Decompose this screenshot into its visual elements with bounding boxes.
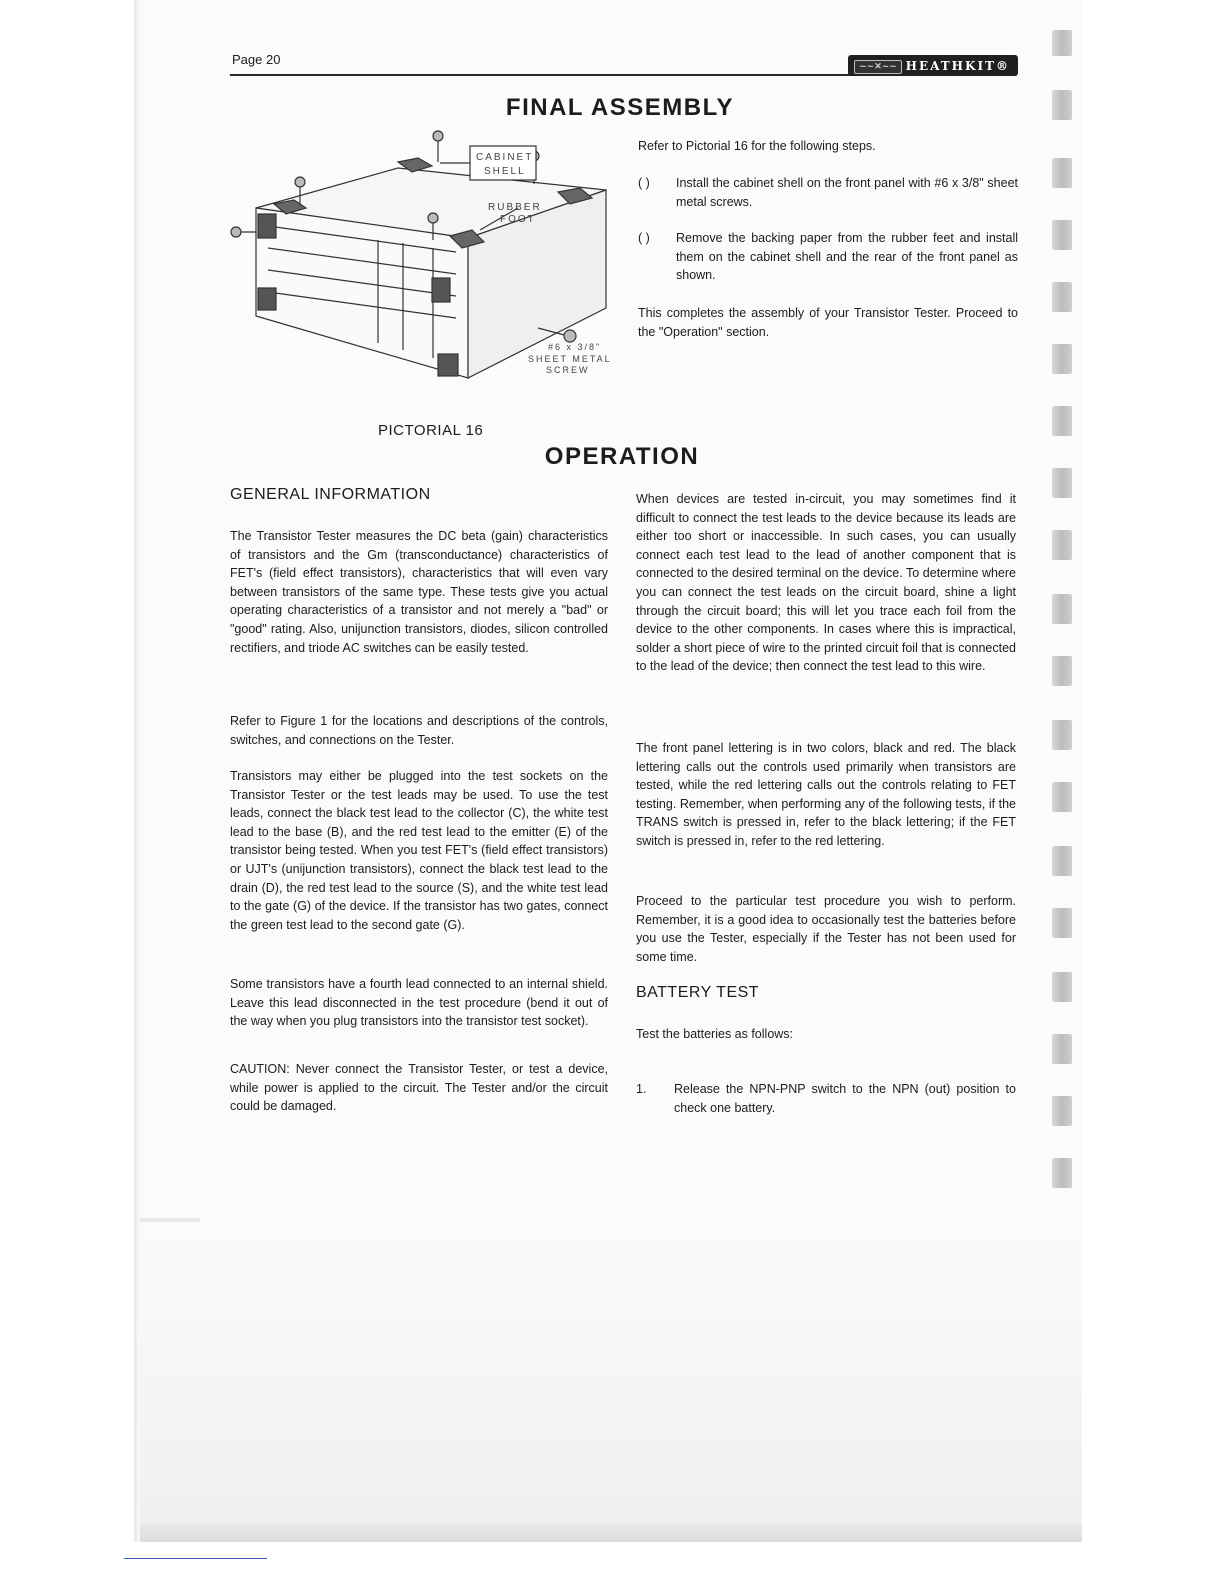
right-paragraph: Proceed to the particular test procedure you wish to perform. Remember, it is a good idea to occasionally test the batteries before you use the Tester, especially if the Tester has not been used for some time. <box>636 894 1016 964</box>
final-assembly-title: FINAL ASSEMBLY <box>505 94 735 121</box>
page-bottom-edge <box>134 1524 1082 1542</box>
binding-tab <box>1052 30 1072 56</box>
binding-tab <box>1052 1034 1072 1064</box>
rubber-foot <box>258 288 276 310</box>
left-paragraph: Refer to Figure 1 for the locations and descriptions of the controls, switches, and connections on the Tester. <box>230 714 608 747</box>
page-fold-mark <box>140 1218 200 1222</box>
brand-logo <box>848 55 1018 76</box>
binding-tab <box>1052 530 1072 560</box>
label-screw: SCREW <box>546 365 590 375</box>
pictorial-caption: PICTORIAL 16 <box>378 422 484 439</box>
binding-tab <box>1052 158 1072 188</box>
left-paragraph: Transistors may either be plugged into the test sockets on the Transistor Tester or the test leads may be used. To use the test leads, connect the black test lead to the collector (C), the white test lead to the base (B), and the red test lead to the emitter (E) of the transistor being tested. When you test FET's (field effect transistors) or UJT's (unijunction transistors), connect the black test lead to the drain (D), the red test lead to the source (S), and the white test lead to the gate (G) of the device. If the transistor has two gates, connect the green test lead to the second gate (G). <box>230 769 608 932</box>
brand-emblem: ~~✕~~ <box>854 60 902 74</box>
final-assembly-closing: This completes the assembly of your Transistor Tester. Proceed to the "Operation" section. <box>638 306 1018 339</box>
final-assembly-intro: Refer to Pictorial 16 for the following steps. <box>638 139 876 153</box>
page-shading <box>134 1222 1082 1542</box>
left-paragraph: The Transistor Tester measures the DC beta (gain) characteristics of transistors and the Gm (transconductance) characteristics of FET's (field effect transistors), characteristics that will even vary between transistors of the same type. These tests give you actual operating characteristics of a transistor and not merely a "bad" or "good" rating. Also, unijunction transistors, diodes, silicon controlled rectifiers, and triode AC switches can be easily tested. <box>230 529 608 655</box>
step-checkbox: ( ) <box>638 231 650 245</box>
final-assembly-step <box>638 229 1018 285</box>
step-text: Remove the backing paper from the rubber feet and install them on the cabinet shell and the rear of the front panel as shown. <box>676 231 1018 283</box>
label-cabinet: CABINET <box>476 152 534 163</box>
left-paragraph: Some transistors have a fourth lead connected to an internal shield. Leave this lead disconnected in the test procedure (bend it out of the way when you plug transistors into the transistor test socket). <box>230 977 608 1029</box>
screw-head <box>433 131 443 141</box>
screw-head <box>428 213 438 223</box>
rubber-foot <box>438 354 458 376</box>
binding-tab <box>1052 468 1072 498</box>
step-number: 1. <box>636 1082 647 1096</box>
binding-tab <box>1052 344 1072 374</box>
binding-tab <box>1052 1096 1072 1126</box>
binding-tab <box>1052 594 1072 624</box>
operation-title: OPERATION <box>544 443 700 470</box>
header-rule <box>230 74 854 76</box>
binding-tab <box>1052 90 1072 120</box>
screw-head <box>231 227 241 237</box>
brand-name: HEATHKIT® <box>905 58 1010 73</box>
general-information-heading: GENERAL INFORMATION <box>230 486 431 503</box>
cabinet-drawing <box>228 128 616 390</box>
binding-tab <box>1052 1158 1072 1188</box>
binding-tab <box>1052 720 1072 750</box>
right-paragraph: The front panel lettering is in two colors, black and red. The black lettering calls out the controls used primarily when transistors are tested, while the red lettering calls out the controls relating to FET testing. Remember, when performing any of the following tests, if the TRANS switch is pressed in, refer to the black lettering; if the FET switch is pressed in, refer to the red lettering. <box>636 741 1016 848</box>
binding-tab <box>1052 406 1072 436</box>
caution-paragraph: CAUTION: Never connect the Transistor Tester, or test a device, while power is applied to the circuit. The Tester and/or the circuit could be damaged. <box>230 1062 608 1114</box>
page-number: Page 20 <box>232 52 281 67</box>
binding-tab <box>1052 846 1072 876</box>
battery-test-intro: Test the batteries as follows: <box>636 1027 794 1041</box>
step-text: Install the cabinet shell on the front panel with #6 x 3/8" sheet metal screws. <box>676 176 1018 209</box>
rubber-foot <box>258 214 276 238</box>
footer-underline <box>124 1558 267 1559</box>
label-sheet-metal: SHEET METAL <box>528 354 612 364</box>
label-rubber: RUBBER <box>488 202 542 213</box>
battery-test-heading: BATTERY TEST <box>636 984 760 1001</box>
binding-tab <box>1052 782 1072 812</box>
label-shell: SHELL <box>484 166 526 177</box>
binding-tab <box>1052 282 1072 312</box>
rubber-foot <box>432 278 450 302</box>
step-text: Release the NPN-PNP switch to the NPN (out) position to check one battery. <box>674 1082 1016 1115</box>
binding-tab <box>1052 908 1072 938</box>
final-assembly-step <box>638 174 1018 211</box>
screw-head <box>564 330 576 342</box>
label-screw-size: #6 x 3/8" <box>548 342 602 352</box>
page-left-shadow <box>134 0 140 1542</box>
binding-tab <box>1052 220 1072 250</box>
screw-head <box>295 177 305 187</box>
label-foot: FOOT <box>500 214 536 225</box>
binding-tab <box>1052 656 1072 686</box>
right-paragraph: When devices are tested in-circuit, you may sometimes find it difficult to connect the test leads to the device because its leads are either too short or inaccessible. In such cases, you can usually connect each test lead to the lead of another component that is connected to the desired terminal on the device. To determine where you can connect the test leads on the circuit board, shine a light through the circuit board; this will let you trace each foil from the device to the other components. In cases where this is impractical, solder a short piece of wire to the printed circuit foil that is connected to the lead of the device; then connect the test lead to this wire. <box>636 492 1016 674</box>
step-checkbox: ( ) <box>638 176 650 190</box>
battery-test-step <box>636 1080 1016 1117</box>
pictorial-16-illustration <box>228 128 616 390</box>
binding-tab <box>1052 972 1072 1002</box>
